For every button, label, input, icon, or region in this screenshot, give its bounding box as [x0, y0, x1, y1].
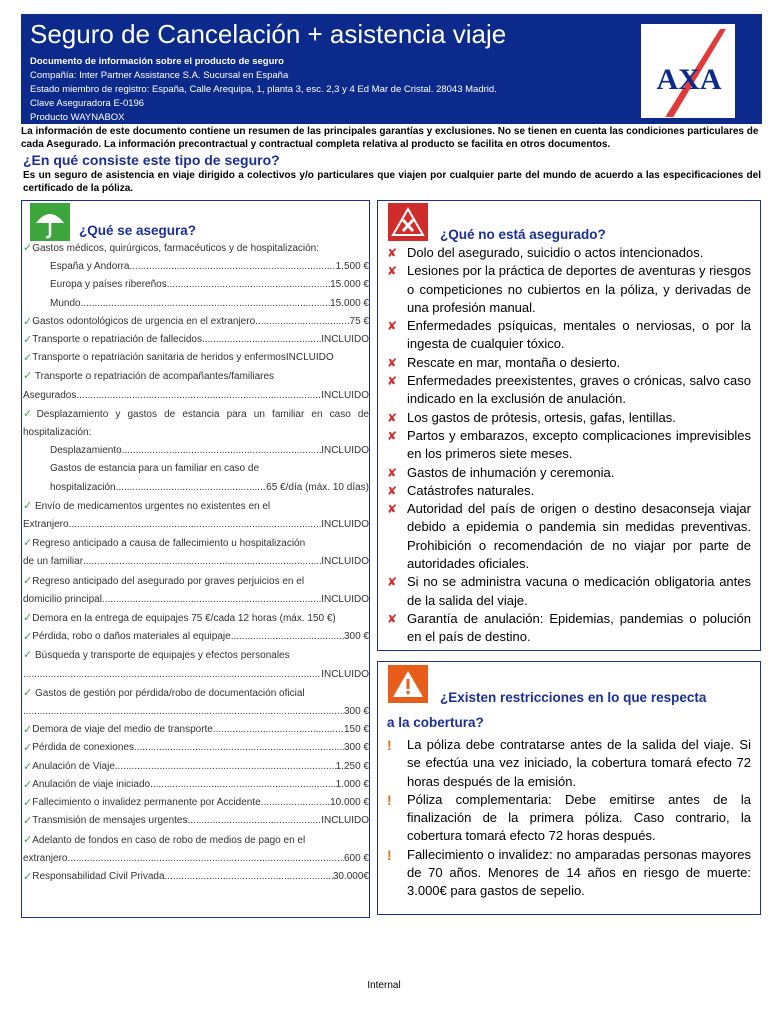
- list-item-text: Si no se administra vacuna o medicación obligatoria antes de la salida del viaje.: [407, 574, 751, 608]
- list-item-text: Partos y embarazos, excepto complicaciones imprevisibles en los primeros siete meses.: [407, 427, 751, 462]
- list-item: ✓ Transporte o repatriación sanitaria de heridos y enfermos INCLUIDO: [22, 349, 369, 367]
- axa-logo: [641, 24, 735, 118]
- list-item: ✓ Pérdida, robo o daños materiales al equipaje ..... 300 €: [22, 628, 369, 646]
- list-item: [387, 500, 751, 573]
- check-icon: ✓: [23, 760, 33, 773]
- list-item-text: Lesiones por la práctica de deportes de aventuras y riesgos o competiciones no cubiertos en la póliza, y derivadas de una profesión manual.: [407, 263, 751, 315]
- list-item: ✓ Gastos odontológicos de urgencia en el extranjero ..... 75 €: [22, 313, 369, 331]
- list-item: extranjero ..... 600 €: [22, 850, 369, 868]
- list-item: ..... INCLUIDO: [22, 666, 369, 684]
- list-item: [387, 427, 751, 464]
- insurer-key-line: Clave Aseguradora E-0196: [30, 98, 145, 109]
- list-item: ✓ Fallecimiento o invalidez permanente por Accidente ..... 10.000 €: [22, 794, 369, 812]
- check-icon: ✓: [23, 833, 33, 846]
- cross-icon: ✘: [387, 246, 398, 260]
- list-item: ..... 300 €: [22, 703, 369, 721]
- list-item: ✓Regreso anticipado del asegurado por graves perjuicios en el: [23, 574, 305, 587]
- check-icon: ✓: [23, 352, 33, 365]
- list-item: Mundo ..... 15.000 €: [22, 295, 369, 313]
- list-item: ✓Regreso anticipado a causa de fallecimiento u hospitalización: [23, 537, 306, 550]
- list-item: Extranjero ..... INCLUIDO: [22, 516, 369, 534]
- list-item: [387, 464, 751, 482]
- check-icon: ✓: [23, 797, 33, 810]
- warning-icon: [388, 665, 428, 703]
- list-item: ✓Gastos médicos, quirúrgicos, farmacéuticos y de hospitalización:: [23, 242, 320, 254]
- list-item-text: Los gastos de prótesis, ortesis, gafas, lentillas.: [407, 409, 676, 425]
- list-item-text: Gastos de inhumación y ceremonia.: [407, 464, 615, 480]
- check-icon: ✓: [23, 870, 33, 883]
- cross-icon: ✘: [387, 465, 398, 480]
- check-icon: ✓: [23, 742, 33, 755]
- cross-icon: ✘: [387, 355, 398, 370]
- company-line: Compañía: Inter Partner Assistance S.A. Sucursal en España: [30, 70, 289, 81]
- list-item: ✓ Búsqueda y transporte de equipajes y efectos personales: [23, 649, 290, 662]
- list-item: ✓ Anulación de viaje iniciado ..... 1.000 €: [22, 776, 369, 794]
- list-item: [387, 262, 751, 317]
- cross-icon: ✘: [387, 428, 398, 443]
- cross-icon: ✘: [387, 502, 398, 517]
- list-item-text: Fallecimiento o invalidez: no amparadas personas mayores de 70 años. Menores de 14 años en riesgo de muerte: 3.000€ para gastos de sepelio.: [407, 846, 751, 899]
- list-item: ✓ Gastos de gestión por pérdida/robo de documentación oficial: [23, 686, 305, 699]
- question-heading: ¿En qué consiste este tipo de seguro?: [23, 152, 280, 168]
- list-item: ✓Adelanto de fondos en caso de robo de medios de pago en el: [23, 833, 306, 846]
- check-icon: ✓: [23, 574, 33, 587]
- check-icon: ✓: [23, 686, 33, 699]
- list-item: domicilio principal ..... INCLUIDO: [22, 591, 369, 609]
- list-item: ✓ Pérdida de conexiones ..... 300 €: [22, 739, 369, 757]
- page-title: Seguro de Cancelación + asistencia viaje: [30, 19, 507, 49]
- insured-box: [21, 200, 370, 918]
- restrictions-title-line2: a la cobertura?: [387, 715, 484, 730]
- restrictions-title-line1: ¿Existen restricciones en lo que respecta: [440, 690, 707, 705]
- check-icon: ✓: [23, 649, 33, 662]
- restrictions-box: [377, 661, 761, 915]
- not-insured-box: [377, 200, 761, 651]
- list-item: [387, 736, 751, 791]
- list-item: [387, 317, 751, 354]
- restrictions-list: [387, 736, 751, 901]
- question-answer: Es un seguro de asistencia en viaje dirigido a colectivos y/o particulares que viajen por cualquier parte del mundo de acuerdo a las especificaciones del certificado de la póliza.: [23, 170, 761, 194]
- list-item: Asegurados ..... INCLUIDO: [22, 387, 369, 405]
- list-item: [387, 573, 751, 610]
- cross-icon: ✘: [387, 410, 398, 425]
- list-item: [387, 244, 751, 262]
- logo-text: AXA: [656, 63, 722, 96]
- list-item: ✓Desplazamiento y gastos de estancia para un familiar en caso de hospitalización:: [23, 407, 369, 439]
- check-icon: ✓: [23, 370, 33, 383]
- header-banner: [21, 14, 762, 124]
- list-item: ✓ Transporte o repatriación de fallecidos ..... INCLUIDO: [22, 331, 369, 349]
- insured-title: ¿Qué se asegura?: [79, 223, 197, 238]
- list-item-text: Garantía de anulación: Epidemias, pandemias o polución en el país de destino.: [407, 610, 751, 645]
- cross-icon: ✘: [387, 319, 398, 334]
- list-item: ✓ Transmisión de mensajes urgentes ..... INCLUIDO: [22, 812, 369, 830]
- cross-icon: ✘: [387, 264, 398, 279]
- check-icon: ✓: [23, 315, 33, 328]
- cross-icon: [388, 203, 428, 241]
- list-item: [387, 409, 751, 427]
- list-item: [387, 846, 751, 901]
- list-item: ✓ Envío de medicamentos urgentes no existentes en el: [23, 499, 271, 512]
- check-icon: ✓: [23, 334, 33, 347]
- intro-text: La información de este documento contiene un resumen de las principales garantías y exclusiones. No se tienen en cuenta las condiciones particulares de cada Asegurado. La información precontractual y contractual completa relativa al producto se facilita en otros documentos.: [21, 126, 759, 150]
- check-icon: ✓: [23, 612, 33, 625]
- list-item: ✓ Responsabilidad Civil Privada ..... 30.000€: [22, 868, 369, 886]
- list-item: ✓ Transporte o repatriación de acompañantes/familiares: [23, 370, 275, 383]
- footer-label: Internal: [367, 980, 401, 991]
- list-item-text: Enfermedades psíquicas, mentales o nerviosas, o por la ingesta de cualquier tóxico.: [407, 318, 751, 352]
- list-item: Gastos de estancia para un familiar en caso de: [50, 463, 260, 475]
- check-icon: ✓: [23, 815, 33, 828]
- list-item-text: Catástrofes naturales.: [407, 482, 535, 498]
- list-item: ✓ Anulación de Viaje ..... 1.250 €: [22, 758, 369, 776]
- list-item-text: Póliza complementaria: Debe emitirse antes de la finalización de la primera póliza. Caso contrario, la cobertura tomará efecto 72 horas después.: [407, 791, 751, 844]
- state-line: Estado miembro de registro: España, Calle Arequipa, 1, planta 3, esc. 2,3 y 4 Ed Mar de Cristal. 28043 Madrid.: [30, 84, 497, 95]
- cross-icon: ✘: [387, 483, 398, 498]
- list-item: hospitalización ..... 65 €/día (máx. 10 días): [22, 479, 369, 497]
- exclamation-icon: !: [387, 791, 392, 808]
- list-item: ✓ Demora de viaje del medio de transporte ..... 150 €: [22, 721, 369, 739]
- check-icon: ✓: [23, 631, 33, 644]
- list-item-text: Enfermedades preexistentes, graves o crónicas, salvo caso indicado en la exclusión de anulación.: [407, 373, 751, 407]
- doc-label: Documento de información sobre el producto de seguro: [30, 56, 284, 67]
- exclamation-icon: !: [387, 737, 392, 753]
- umbrella-icon: [30, 203, 70, 241]
- list-item-text: Rescate en mar, montaña o desierto.: [407, 354, 621, 370]
- list-item: [387, 354, 751, 372]
- check-icon: ✓: [23, 242, 33, 254]
- list-item: Europa y países ribereños ..... 15.000 €: [22, 276, 369, 294]
- not-insured-list: [387, 244, 751, 647]
- list-item: ✓Demora en la entrega de equipajes 75 €/cada 12 horas (máx. 150 €): [23, 612, 336, 625]
- check-icon: ✓: [23, 724, 33, 737]
- list-item: [387, 610, 751, 647]
- list-item-text: Autoridad del país de origen o destino desaconseja viajar debido a epidemia o pandemia sin medidas preventivas. Prohibición o recomendación de no viajar por parte de autoridades oficiales.: [407, 501, 751, 572]
- list-item: [387, 482, 751, 500]
- list-item: de un familiar ..... INCLUIDO: [22, 553, 369, 571]
- insured-list: [22, 239, 369, 886]
- check-icon: ✓: [23, 537, 33, 550]
- cross-icon: ✘: [387, 611, 398, 626]
- cross-icon: ✘: [387, 374, 398, 389]
- header-meta: [30, 55, 497, 125]
- check-icon: ✓: [23, 407, 37, 420]
- check-icon: ✓: [23, 778, 33, 791]
- list-item: Desplazamiento ..... INCLUIDO: [22, 442, 369, 460]
- list-item-text: La póliza debe contratarse antes de la salida del viaje. Si se efectúa una vez iniciado, la cobertura tomará efecto 72 horas después de la emisión.: [407, 737, 751, 789]
- list-item: [387, 372, 751, 409]
- cross-icon: ✘: [387, 575, 398, 590]
- not-insured-title: ¿Qué no está asegurado?: [440, 227, 606, 242]
- list-item-text: Dolo del asegurado, suicidio o actos intencionados.: [407, 245, 704, 260]
- list-item: España y Andorra ..... 1.500 €: [22, 258, 369, 276]
- list-item: [387, 791, 751, 846]
- check-icon: ✓: [23, 499, 33, 512]
- product-line: Producto WAYNABOX: [30, 112, 125, 123]
- exclamation-icon: !: [387, 846, 392, 863]
